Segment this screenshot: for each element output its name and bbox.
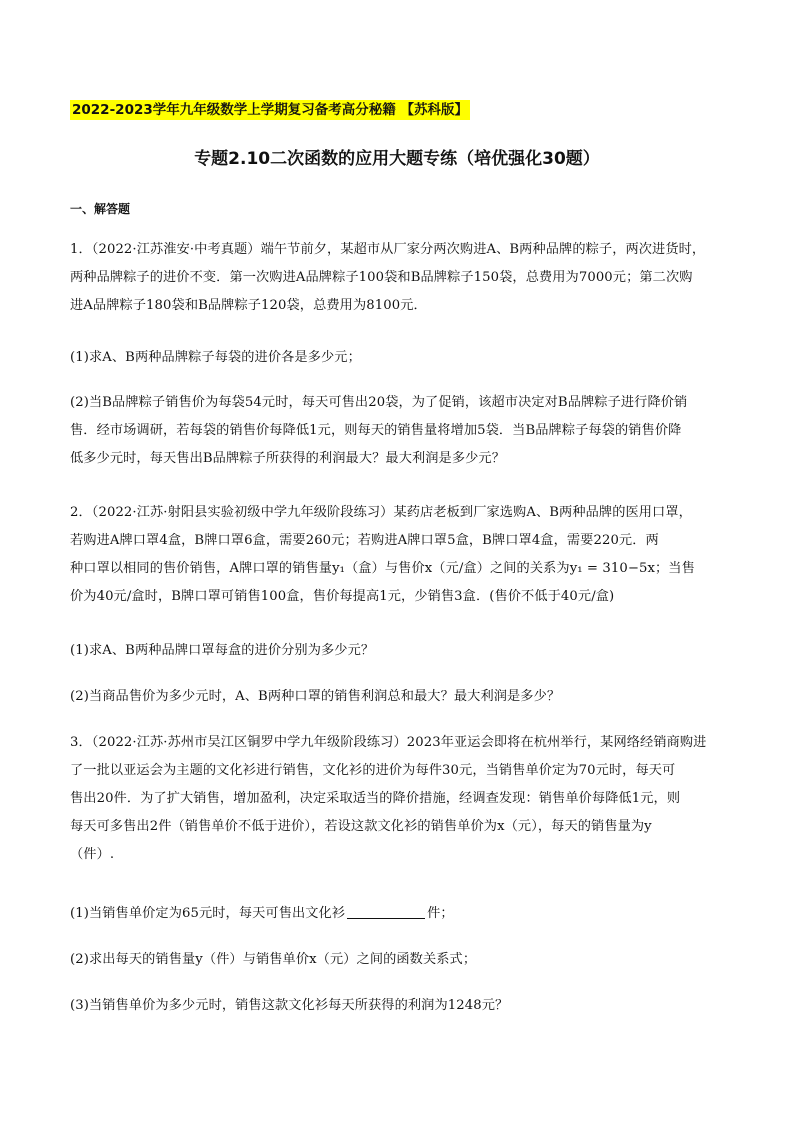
section-heading: 一、解答题 — [70, 202, 131, 216]
problem-1-stem — [70, 236, 724, 320]
problem-line: （件）. — [70, 847, 115, 862]
problem-line: 进A品牌粽子180袋和B品牌粽子120袋，总费用为8100元． — [70, 298, 427, 313]
problem-line: 两种品牌粽子的进价不变．第一次购进A品牌粽子100袋和B品牌粽子150袋，总费用为7000元；第二次购 — [70, 270, 693, 285]
page-title: 专题2.10二次函数的应用大题专练（培优强化30题） — [194, 149, 600, 169]
problem-line — [70, 900, 724, 928]
problem-line: (2)当B品牌粽子销售价为每袋54元时，每天可售出20袋，为了促销，该超市决定对B品牌粽子进行降价销 — [70, 395, 688, 410]
problem-line: 售出20件．为了扩大销售，增加盈利，决定采取适当的降价措施，经调查发现：销售单价每降低1元，则 — [70, 791, 681, 806]
problem-3-part-1 — [70, 900, 724, 928]
problem-3-part-2 — [70, 946, 724, 974]
answer-blank[interactable] — [347, 904, 425, 919]
problem-line: (1)求A、B两种品牌口罩每盒的进价分别为多少元？ — [70, 643, 375, 658]
problem-1-part-1 — [70, 344, 724, 372]
problem-line: 1．（2022·江苏淮安·中考真题）端午节前夕，某超市从厂家分两次购进A、B两种品牌的粽子，两次进货时， — [70, 242, 706, 257]
problem-2-part-2 — [70, 683, 724, 711]
highlighted-series-tag: 2022-2023学年九年级数学上学期复习备考高分秘籍 【苏科版】 — [72, 102, 468, 118]
problem-line: 若购进A牌口罩4盒，B牌口罩6盒，需要260元；若购进A牌口罩5盒，B牌口罩4盒，需要220元．两 — [70, 533, 659, 548]
problem-3-part-3 — [70, 992, 724, 1020]
problem-line: 价为40元/盒时，B牌口罩可销售100盒，售价每提高1元，少销售3盒．(售价不低于40元/盒) — [70, 589, 615, 604]
problem-line: 低多少元时，每天售出B品牌粽子所获得的利润最大？最大利润是多少元？ — [70, 451, 505, 466]
problem-2-stem — [70, 499, 724, 611]
part-text-before-blank: (1)当销售单价定为65元时，每天可售出文化衫 — [70, 906, 346, 921]
problem-line: (1)求A、B两种品牌粽子每袋的进价各是多少元； — [70, 350, 361, 365]
problem-line: 3．（2022·江苏·苏州市吴江区铜罗中学九年级阶段练习）2023年亚运会即将在杭州举行，某网络经销商购进 — [70, 735, 707, 750]
problem-line: 了一批以亚运会为主题的文化衫进行销售，文化衫的进价为每件30元，当销售单价定为70元时，每天可 — [70, 763, 676, 778]
problem-line: (2)当商品售价为多少元时，A、B两种口罩的销售利润总和最大？最大利润是多少？ — [70, 689, 561, 704]
problem-1-part-2 — [70, 389, 724, 473]
problem-line: 每天可多售出2件（销售单价不低于进价），若设这款文化衫的销售单价为x（元），每天的销售量为y — [70, 819, 652, 834]
problem-2-part-1 — [70, 637, 724, 665]
problem-line: (2)求出每天的销售量y（件）与销售单价x（元）之间的函数关系式； — [70, 952, 477, 967]
problem-line: (3)当销售单价为多少元时，销售这款文化衫每天所获得的利润为1248元？ — [70, 998, 509, 1013]
problem-line: 2．（2022·江苏·射阳县实验初级中学九年级阶段练习）某药店老板到厂家选购A、B两种品牌的医用口罩， — [70, 505, 692, 520]
part-text-after-blank: 件； — [427, 906, 454, 921]
problem-line: 售．经市场调研，若每袋的销售价每降低1元，则每天的销售量将增加5袋．当B品牌粽子每袋的销售价降 — [70, 423, 682, 438]
problem-3-stem — [70, 729, 724, 869]
problem-line: 种口罩以相同的售价销售，A牌口罩的销售量y₁（盒）与售价x（元/盒）之间的关系为y₁ = 310−5x；当售 — [70, 561, 695, 576]
